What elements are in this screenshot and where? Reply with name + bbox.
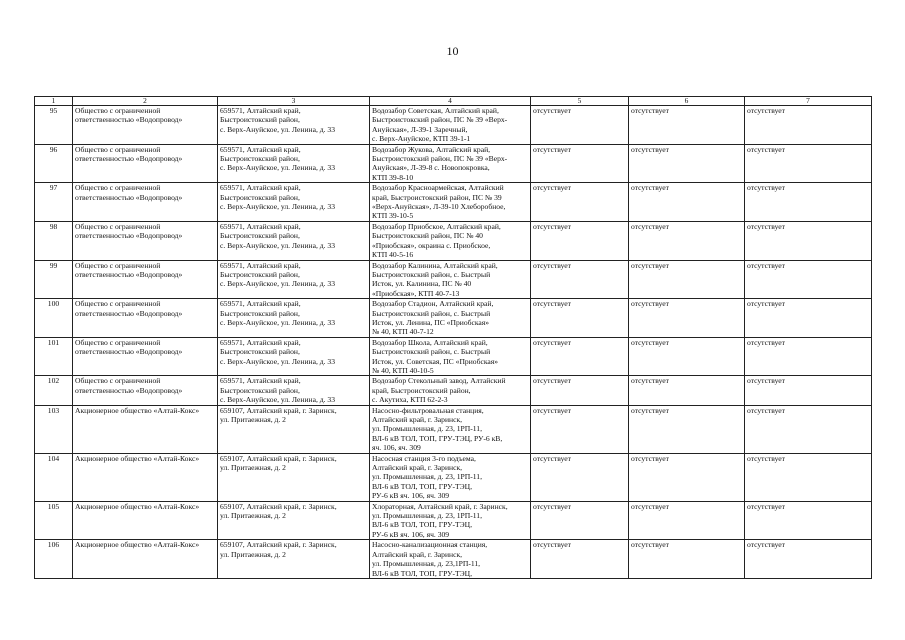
table-row <box>35 183 872 222</box>
status-c7: отсутствует <box>745 337 872 376</box>
address-line: 659107, Алтайский край, г. Заринск, <box>220 405 337 415</box>
row-number: 104 <box>35 453 73 501</box>
org-line: Акционерное общество «Алтай-Кокс» <box>75 540 200 550</box>
status-c7: отсутствует <box>745 501 872 540</box>
address-line: Быстроистокский район, <box>220 115 300 125</box>
org-line: ответственностью «Водопровод» <box>75 192 183 202</box>
object-description <box>370 183 531 222</box>
address-line: с. Верх-Ануйское, ул. Ленина, д. 33 <box>220 124 335 134</box>
row-number: 98 <box>35 221 73 260</box>
object-line: с. Акутиха, КТП 62-2-3 <box>372 395 448 405</box>
object-description <box>370 405 531 453</box>
org-line: ответственностью «Водопровод» <box>75 269 183 279</box>
row-number: 102 <box>35 376 73 405</box>
organization-address <box>218 405 370 453</box>
organization-address <box>218 260 370 299</box>
address-line: ул. Притаежная, д. 2 <box>220 415 286 424</box>
organization-name <box>73 540 218 579</box>
address-line: Быстроистокский район, <box>220 308 300 318</box>
table-row <box>35 144 872 183</box>
object-line: КТП 39-10-5 <box>372 211 414 221</box>
object-line: Водозабор Калинина, Алтайский край, <box>372 260 498 270</box>
status-c6: отсутствует <box>629 260 745 299</box>
status-c5: отсутствует <box>531 501 629 540</box>
status-c5: отсутствует <box>531 144 629 183</box>
row-number: 95 <box>35 106 73 145</box>
row-number: 99 <box>35 260 73 299</box>
object-line: Исток, ул. Калинина, ПС № 40 <box>372 279 472 289</box>
org-line: ответственностью «Водопровод» <box>75 385 183 395</box>
organization-name <box>73 106 218 145</box>
object-line: ВЛ-6 кВ ТОЛ, ТОП, ГРУ-ТЭЦ, <box>372 568 473 578</box>
status-c7: отсутствует <box>745 299 872 338</box>
address-line: 659571, Алтайский край, <box>220 299 301 309</box>
object-line: Алтайский край, г. Заринск, <box>372 549 463 559</box>
object-description <box>370 337 531 376</box>
organization-name <box>73 260 218 299</box>
table-row <box>35 405 872 453</box>
object-line: ул. Промышленная, д. 23, 1РП-11, <box>372 472 482 482</box>
object-line: Быстроистокский район, с. Быстрый <box>372 347 491 357</box>
org-line: Общество с ограниченной <box>75 299 161 309</box>
address-line: с. Верх-Ануйское, ул. Ленина, д. 33 <box>220 356 335 366</box>
object-line: яч. 106, яч. 309 <box>372 443 421 453</box>
object-line: Быстроистокский район, с. Быстрый <box>372 269 491 279</box>
status-c7: отсутствует <box>745 221 872 260</box>
row-number: 103 <box>35 405 73 453</box>
org-line: ответственностью «Водопровод» <box>75 347 183 357</box>
status-c6: отсутствует <box>629 453 745 501</box>
object-line: Исток, ул. Ленина, ПС «Приобская» <box>372 317 490 327</box>
organization-address <box>218 299 370 338</box>
organization-address <box>218 337 370 376</box>
object-description <box>370 299 531 338</box>
org-line: Акционерное общество «Алтай-Кокс» <box>75 501 200 511</box>
table-row <box>35 299 872 338</box>
object-line: край, Быстроистокский район, ПС № 39 <box>372 192 502 202</box>
object-line: Быстроистокский район, ПС № 40 <box>372 231 483 241</box>
status-c6: отсутствует <box>629 337 745 376</box>
object-line: ул. Промышленная, д. 23,1РП-11, <box>372 559 481 569</box>
organization-name <box>73 144 218 183</box>
organization-address <box>218 376 370 405</box>
table-row <box>35 221 872 260</box>
object-line: № 40, КТП 40-10-5 <box>372 365 434 375</box>
status-c5: отсутствует <box>531 221 629 260</box>
address-line: 659107, Алтайский край, г. Заринск, <box>220 501 337 511</box>
address-line: Быстроистокский район, <box>220 154 300 164</box>
status-c7: отсутствует <box>745 106 872 145</box>
column-header-6: 6 <box>629 97 745 106</box>
object-line: РУ-6 кВ яч. 106, яч. 309 <box>372 491 450 501</box>
organization-address <box>218 540 370 579</box>
status-c6: отсутствует <box>629 299 745 338</box>
status-c6: отсутствует <box>629 540 745 579</box>
object-description <box>370 540 531 579</box>
object-description <box>370 260 531 299</box>
organization-name <box>73 337 218 376</box>
status-c7: отсутствует <box>745 540 872 579</box>
registry-table <box>34 96 872 579</box>
org-line: Общество с ограниченной <box>75 221 161 231</box>
object-line: «Верх-Ануйская», Л-39-10 Хлеборобное, <box>372 202 506 212</box>
organization-address <box>218 453 370 501</box>
object-line: «Приобская», окраина с. Приобское, <box>372 240 491 250</box>
address-line: ул. Притаежная, д. 2 <box>220 511 286 521</box>
org-line: ответственностью «Водопровод» <box>75 154 183 164</box>
status-c6: отсутствует <box>629 183 745 222</box>
address-line: ул. Притаежная, д. 2 <box>220 549 286 559</box>
address-line: 659571, Алтайский край, <box>220 337 301 347</box>
status-c5: отсутствует <box>531 299 629 338</box>
org-line: Общество с ограниченной <box>75 376 161 386</box>
object-line: Насосно-фильтровальная станция, <box>372 405 484 415</box>
object-line: Водозабор Советская, Алтайский край, <box>372 106 499 115</box>
object-description <box>370 144 531 183</box>
object-line: край, Быстроистокский район, <box>372 385 471 395</box>
row-number: 105 <box>35 501 73 540</box>
row-number: 96 <box>35 144 73 183</box>
org-line: ответственностью «Водопровод» <box>75 231 183 241</box>
column-header-1: 1 <box>35 97 73 106</box>
address-line: 659571, Алтайский край, <box>220 106 301 115</box>
table-row <box>35 453 872 501</box>
object-line: «Приобская», КТП 40-7-13 <box>372 288 460 298</box>
row-number: 101 <box>35 337 73 376</box>
address-line: 659571, Алтайский край, <box>220 144 301 154</box>
status-c6: отсутствует <box>629 144 745 183</box>
status-c5: отсутствует <box>531 376 629 405</box>
object-line: Ануйская», Л-39-8 с. Новопокровка, <box>372 163 490 173</box>
address-line: 659571, Алтайский край, <box>220 260 301 270</box>
status-c5: отсутствует <box>531 260 629 299</box>
row-number: 97 <box>35 183 73 222</box>
row-number: 106 <box>35 540 73 579</box>
status-c7: отсутствует <box>745 405 872 453</box>
object-line: Насосная станция 3-го подъема, <box>372 453 476 463</box>
object-line: Быстроистокский район, ПС № 39 «Верх- <box>372 154 508 164</box>
table-row <box>35 337 872 376</box>
object-description <box>370 453 531 501</box>
object-line: Водозабор Жукова, Алтайский край, <box>372 144 491 154</box>
object-line: Алтайский край, г. Заринск, <box>372 415 463 424</box>
table-row <box>35 376 872 405</box>
row-number: 100 <box>35 299 73 338</box>
column-header-3: 3 <box>218 97 370 106</box>
organization-address <box>218 501 370 540</box>
object-line: ВЛ-6 кВ ТОЛ, ТОП, ГРУ-ТЭЦ, <box>372 520 473 530</box>
object-line: Насосно-канализационная станция, <box>372 540 488 550</box>
status-c5: отсутствует <box>531 453 629 501</box>
address-line: 659571, Алтайский край, <box>220 183 301 193</box>
column-header-2: 2 <box>73 97 218 106</box>
address-line: Быстроистокский район, <box>220 231 300 241</box>
org-line: Общество с ограниченной <box>75 144 161 154</box>
status-c7: отсутствует <box>745 453 872 501</box>
organization-name <box>73 376 218 405</box>
table-row <box>35 540 872 579</box>
address-line: ул. Притаежная, д. 2 <box>220 463 286 473</box>
org-line: Акционерное общество «Алтай-Кокс» <box>75 405 200 415</box>
status-c6: отсутствует <box>629 501 745 540</box>
status-c5: отсутствует <box>531 183 629 222</box>
status-c5: отсутствует <box>531 337 629 376</box>
address-line: с. Верх-Ануйское, ул. Ленина, д. 33 <box>220 395 335 405</box>
object-line: Водозабор Стекольный завод, Алтайский <box>372 376 506 386</box>
org-line: Акционерное общество «Алтай-Кокс» <box>75 453 200 463</box>
table-row <box>35 501 872 540</box>
object-line: КТП 40-5-16 <box>372 250 414 260</box>
address-line: с. Верх-Ануйское, ул. Ленина, д. 33 <box>220 202 335 212</box>
object-line: Алтайский край, г. Заринск, <box>372 463 463 473</box>
status-c7: отсутствует <box>745 183 872 222</box>
object-description <box>370 221 531 260</box>
status-c7: отсутствует <box>745 376 872 405</box>
table-row <box>35 260 872 299</box>
status-c6: отсутствует <box>629 405 745 453</box>
object-line: № 40, КТП 40-7-12 <box>372 327 434 337</box>
status-c7: отсутствует <box>745 144 872 183</box>
object-line: Хлораторная, Алтайский край, г. Заринск, <box>372 501 508 511</box>
object-line: Быстроистокский район, с. Быстрый <box>372 308 491 318</box>
object-line: ул. Промышленная, д. 23, 1РП-11, <box>372 424 482 434</box>
object-description <box>370 106 531 145</box>
object-line: ВЛ-6 кВ ТОЛ, ТОП, ГРУ-ТЭЦ, РУ-6 кВ, <box>372 433 503 443</box>
organization-name <box>73 183 218 222</box>
address-line: с. Верх-Ануйское, ул. Ленина, д. 33 <box>220 279 335 289</box>
table-row <box>35 106 872 145</box>
column-header-4: 4 <box>370 97 531 106</box>
object-line: Водозабор Красноармейская, Алтайский <box>372 183 504 193</box>
object-line: Ануйская», Л-39-1 Заречный, <box>372 124 468 134</box>
organization-address <box>218 144 370 183</box>
object-description <box>370 376 531 405</box>
address-line: с. Верх-Ануйское, ул. Ленина, д. 33 <box>220 240 335 250</box>
address-line: 659107, Алтайский край, г. Заринск, <box>220 540 337 550</box>
address-line: Быстроистокский район, <box>220 347 300 357</box>
org-line: Общество с ограниченной <box>75 260 161 270</box>
page-number: 10 <box>446 44 459 58</box>
column-header-5: 5 <box>531 97 629 106</box>
org-line: ответственностью «Водопровод» <box>75 115 183 125</box>
object-description <box>370 501 531 540</box>
organization-name <box>73 453 218 501</box>
object-line: ВЛ-6 кВ ТОЛ, ТОП, ГРУ-ТЭЦ, <box>372 481 473 491</box>
organization-name <box>73 405 218 453</box>
address-line: с. Верх-Ануйское, ул. Ленина, д. 33 <box>220 163 335 173</box>
organization-name <box>73 501 218 540</box>
status-c6: отсутствует <box>629 106 745 145</box>
object-line: Водозабор Приобское, Алтайский край, <box>372 221 501 231</box>
address-line: 659571, Алтайский край, <box>220 376 301 386</box>
object-line: Быстроистокский район, ПС № 39 «Верх- <box>372 115 508 125</box>
object-line: РУ-6 кВ яч. 106, яч. 309 <box>372 529 450 539</box>
object-line: Водозабор Стадион, Алтайский край, <box>372 299 494 309</box>
status-c5: отсутствует <box>531 405 629 453</box>
address-line: 659571, Алтайский край, <box>220 221 301 231</box>
organization-name <box>73 221 218 260</box>
organization-address <box>218 183 370 222</box>
organization-name <box>73 299 218 338</box>
status-c6: отсутствует <box>629 376 745 405</box>
address-line: Быстроистокский район, <box>220 192 300 202</box>
address-line: 659107, Алтайский край, г. Заринск, <box>220 453 337 463</box>
org-line: Общество с ограниченной <box>75 183 161 193</box>
status-c5: отсутствует <box>531 540 629 579</box>
object-line: с. Верх-Ануйское, КТП 39-1-1 <box>372 134 471 144</box>
object-line: Исток, ул. Советская, ПС «Приобская» <box>372 356 499 366</box>
organization-address <box>218 106 370 145</box>
object-line: КТП 39-8-10 <box>372 172 414 182</box>
status-c7: отсутствует <box>745 260 872 299</box>
org-line: Общество с ограниченной <box>75 337 161 347</box>
status-c6: отсутствует <box>629 221 745 260</box>
object-line: Водозабор Школа, Алтайский край, <box>372 337 488 347</box>
org-line: ответственностью «Водопровод» <box>75 308 183 318</box>
address-line: с. Верх-Ануйское, ул. Ленина, д. 33 <box>220 317 335 327</box>
organization-address <box>218 221 370 260</box>
object-line: ул. Промышленная, д. 23, 1РП-11, <box>372 511 482 521</box>
org-line: Общество с ограниченной <box>75 106 161 115</box>
address-line: Быстроистокский район, <box>220 385 300 395</box>
column-header-7: 7 <box>745 97 872 106</box>
header-row <box>35 97 872 106</box>
status-c5: отсутствует <box>531 106 629 145</box>
address-line: Быстроистокский район, <box>220 269 300 279</box>
